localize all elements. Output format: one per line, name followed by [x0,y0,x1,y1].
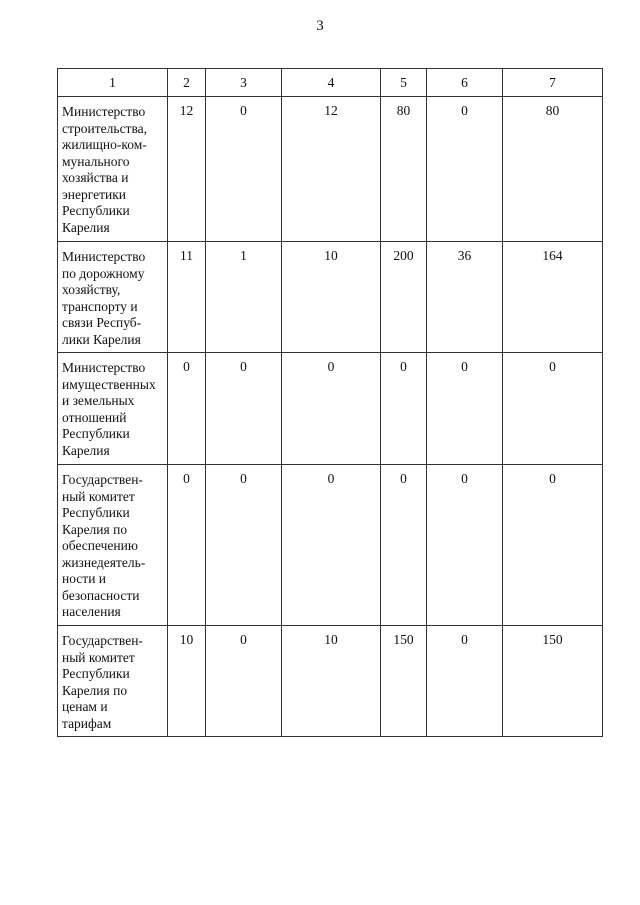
value-cell-col-7: 0 [503,353,603,465]
organization-name-line: Карелия по [62,682,128,698]
header-row [58,69,603,97]
column-header-3: 3 [206,69,282,97]
column-header-7: 7 [503,69,603,97]
organization-name-line: энергетики [62,186,127,202]
value-cell-col-2: 12 [168,97,206,242]
organization-name-line: Министерство [62,249,146,264]
organization-name-line: жизнедеятель- [62,554,146,570]
organization-name-line: хозяйству, [62,282,121,297]
value-cell-col-5: 200 [381,242,427,353]
organization-name-line: ности и [62,571,107,586]
value-cell-col-4: 12 [282,97,381,242]
organization-name-line: населения [62,604,121,619]
organization-name-line: Республики [62,666,130,681]
organization-name-line: Карелия [62,442,110,458]
value-cell-col-2: 10 [168,626,206,737]
column-header-2: 2 [168,69,206,97]
organization-name-line: Республики [62,426,130,441]
organization-name-line: жилищно-ком- [62,137,147,152]
column-header-6: 6 [427,69,503,97]
value-cell-col-4: 10 [282,242,381,353]
table-row [58,353,603,465]
organization-name-line: тарифам [62,715,112,731]
organization-name-line: безопасности [62,587,140,603]
value-cell-col-7: 164 [503,242,603,353]
value-cell-col-6: 0 [427,97,503,242]
value-cell-col-5: 0 [381,353,427,465]
value-cell-col-2: 0 [168,353,206,465]
value-cell-col-2: 11 [168,242,206,353]
organization-name-line: отношений [62,409,127,425]
table-row [58,242,603,353]
organization-name-line: Республики [62,505,130,520]
organization-name-line: имущественных [62,376,156,392]
value-cell-col-7: 150 [503,626,603,737]
organization-name-line: Карелия по [62,521,128,537]
organization-name-line: хозяйства и [62,170,129,185]
organization-name-cell [58,626,168,737]
organization-name-line: и земельных [62,393,135,408]
column-header-1: 1 [58,69,168,97]
value-cell-col-7: 80 [503,97,603,242]
value-cell-col-3: 1 [206,242,282,353]
organization-name-cell [58,97,168,242]
value-cell-col-5: 150 [381,626,427,737]
value-cell-col-7: 0 [503,465,603,626]
value-cell-col-6: 0 [427,626,503,737]
organization-name-line: по дорожному [62,265,145,281]
organization-name-line: лики Карелия [62,331,141,347]
column-header-4: 4 [282,69,381,97]
organization-name-line: Государствен- [62,472,143,487]
organization-name-line: связи Респуб- [62,315,142,330]
data-table [57,68,603,737]
organization-name-line: мунального [62,153,130,169]
value-cell-col-3: 0 [206,465,282,626]
organization-name-cell [58,242,168,353]
organization-name-line: Министерство [62,104,146,119]
value-cell-col-2: 0 [168,465,206,626]
organization-name-line: ный комитет [62,649,135,665]
organization-name-line: Республики [62,203,130,218]
value-cell-col-3: 0 [206,97,282,242]
organization-name-line: Карелия [62,219,110,235]
column-header-5: 5 [381,69,427,97]
table-row [58,465,603,626]
table-row [58,97,603,242]
value-cell-col-6: 36 [427,242,503,353]
organization-name-line: ный комитет [62,488,135,504]
table-body [58,97,603,737]
value-cell-col-6: 0 [427,353,503,465]
organization-name-line: обеспечению [62,538,138,553]
organization-name-line: Государствен- [62,633,143,648]
value-cell-col-4: 0 [282,465,381,626]
value-cell-col-6: 0 [427,465,503,626]
table-row [58,626,603,737]
organization-name-cell [58,353,168,465]
page-number: 3 [316,18,324,34]
value-cell-col-4: 0 [282,353,381,465]
organization-name-cell [58,465,168,626]
organization-name-line: транспорту и [62,298,138,314]
value-cell-col-4: 10 [282,626,381,737]
value-cell-col-5: 0 [381,465,427,626]
value-cell-col-3: 0 [206,353,282,465]
value-cell-col-5: 80 [381,97,427,242]
organization-name-line: Министерство [62,360,146,375]
value-cell-col-3: 0 [206,626,282,737]
organization-name-line: ценам и [62,699,108,714]
organization-name-line: строительства, [62,120,148,136]
